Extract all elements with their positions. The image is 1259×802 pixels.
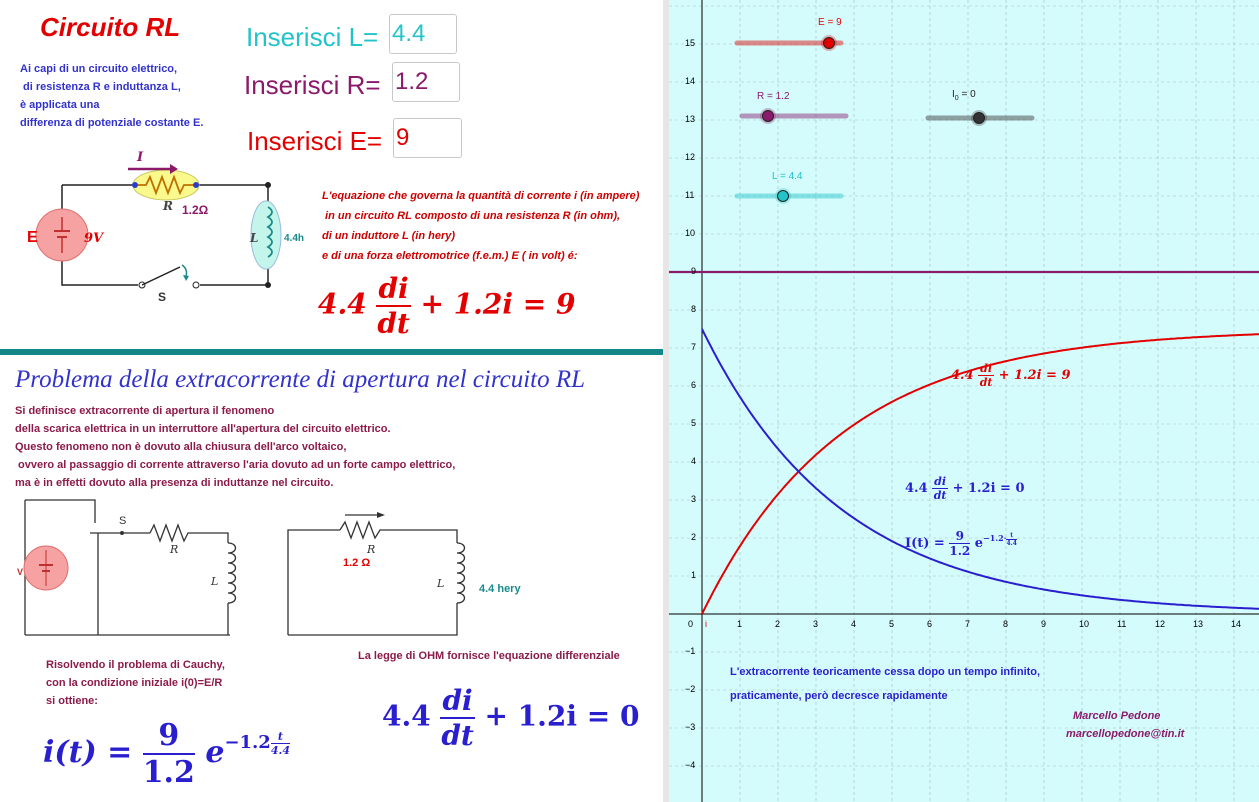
problem-text <box>15 402 455 492</box>
discharge-equation <box>382 684 639 752</box>
scl-num: 9 <box>949 529 970 544</box>
y-tick-label: 2 <box>691 532 697 542</box>
rcl-coef: 4.4 <box>951 368 974 383</box>
resistor-label-3: R <box>367 543 376 556</box>
rcl-rest: + 1.2i = 9 <box>998 368 1071 383</box>
rcl-frac <box>978 362 994 389</box>
i0-rest: = 0 <box>958 89 976 100</box>
eq-fraction <box>376 272 410 340</box>
inductor-label-3: L <box>437 577 445 590</box>
slider-L-handle[interactable] <box>778 191 789 202</box>
sol-base: e <box>205 735 225 770</box>
resistor-value: 1.2Ω <box>182 203 209 217</box>
scl-exp-num: t <box>1006 532 1016 540</box>
slider-R-label: R = 1.2 <box>757 91 790 102</box>
scl-exp-frac <box>1006 532 1016 547</box>
x-tick-label: 14 <box>1231 619 1242 629</box>
page-title: Circuito RL <box>40 12 181 42</box>
problem-line: della scarica elettrica in un interruttore all'apertura del circuito elettrico. <box>15 423 391 435</box>
scl-lhs: I(t) = <box>905 536 945 551</box>
bcl-num: di <box>934 475 947 488</box>
blue-curve-label <box>905 475 1025 502</box>
desc-line: e di una forza elettromotrice (f.e.m.) E ( in volt) é: <box>322 250 578 262</box>
slider-E-label: E = 9 <box>818 17 842 28</box>
scl-den: 1.2 <box>949 544 971 558</box>
eq2-fraction <box>440 684 474 752</box>
sol-lhs: i(t) = <box>43 735 133 770</box>
author-email: marcellopedone@tin.it <box>1066 728 1185 740</box>
x-tick-label: 4 <box>851 619 857 629</box>
input-L-field[interactable] <box>389 14 457 54</box>
bcl-rest: + 1.2i = 0 <box>952 481 1025 496</box>
rcl-num: di <box>980 362 993 375</box>
y-tick-label: 11 <box>685 190 695 200</box>
intro-line: è applicata una <box>20 99 100 111</box>
y-tick-label: 5 <box>691 418 697 428</box>
note-line: L'extracorrente teoricamente cessa dopo un tempo infinito, <box>730 666 1041 678</box>
input-E-label: Inserisci E= <box>247 126 383 156</box>
eq2-den: dt <box>441 719 474 752</box>
opening-circuit-diagram <box>10 495 265 645</box>
sol-exp <box>224 729 290 757</box>
y-tick-label: 8 <box>691 304 697 314</box>
y-tick-label: 7 <box>691 342 697 352</box>
bcl-den: dt <box>933 489 947 502</box>
eq2-coef: 4.4 <box>382 699 431 733</box>
source-label: E <box>27 229 38 246</box>
eq-den: dt <box>377 307 410 340</box>
x-tick-label: 5 <box>889 619 895 629</box>
x-tick-label: 1 <box>737 619 743 629</box>
voltage-source <box>36 209 88 261</box>
sol-fraction <box>143 718 195 790</box>
equation-description <box>322 186 639 266</box>
x-tick-label: 10 <box>1079 619 1090 629</box>
x-tick-label: 2 <box>775 619 781 629</box>
red-curve-label <box>951 362 1071 389</box>
scl-exp-coef: −1.2· <box>983 533 1007 543</box>
cauchy-line: Risolvendo il problema di Cauchy, <box>46 659 225 671</box>
i0-sub: 0 <box>954 95 959 102</box>
x-tick-label: 3 <box>813 619 819 629</box>
sol-exp-num: t <box>271 730 290 744</box>
solution-curve-label <box>905 529 1017 558</box>
desc-line: di un induttore L (in hery) <box>322 230 456 242</box>
x-tick-label: 9 <box>1041 619 1047 629</box>
source-label-2: V <box>17 567 24 577</box>
graph-note <box>730 660 1040 708</box>
sol-exp-coef: −1.2 <box>224 732 271 753</box>
problem-line: Si definisce extracorrente di apertura il fenomeno <box>15 405 275 417</box>
x-tick-label: 0 <box>688 619 694 629</box>
sol-den: 1.2 <box>142 755 195 790</box>
inductor-label-2: L <box>211 575 219 588</box>
y-tick-label: −3 <box>685 722 696 732</box>
x-tick-label: 8 <box>1003 619 1009 629</box>
inductor-label: L <box>250 231 259 245</box>
y-tick-label: 14 <box>685 76 696 86</box>
origin-label: i <box>705 619 707 629</box>
resistor-label: R <box>163 199 173 213</box>
y-tick-label: −2 <box>685 684 696 694</box>
eq-num: di <box>378 272 409 305</box>
slider-I0-handle[interactable] <box>974 113 985 124</box>
scl-exp-den: 4.4 <box>1006 539 1017 547</box>
sol-num: 9 <box>143 718 195 755</box>
input-E-field[interactable] <box>393 118 462 158</box>
solution-formula <box>43 718 290 790</box>
intro-line: Ai capi di un circuito elettrico, <box>20 63 178 75</box>
desc-line: in un circuito RL composto di una resistenza R (in ohm), <box>322 210 621 222</box>
section-divider <box>0 349 663 355</box>
problem-line: ma è in effetti dovuto alla presenza di induttanze nel circuito. <box>15 477 334 489</box>
rl-circuit-diagram <box>20 145 310 310</box>
switch-label: S <box>158 290 167 304</box>
scl-base: e <box>974 536 984 551</box>
input-R-label: Inserisci R= <box>244 70 381 100</box>
y-tick-label: −1 <box>685 646 696 656</box>
author-name: Marcello Pedone <box>1073 710 1161 722</box>
y-tick-label: 6 <box>691 380 697 390</box>
switch-label-2: S <box>119 515 127 527</box>
current-label: I <box>137 150 144 165</box>
sol-exp-den: 4.4 <box>270 743 290 757</box>
desc-line: L'equazione che governa la quantità di corrente i (in ampere) <box>322 190 640 202</box>
slider-E-handle[interactable] <box>824 38 835 49</box>
y-tick-label: −4 <box>685 760 696 770</box>
resistor-label-2: R <box>170 543 179 556</box>
inductor-value-3: 4.4 hery <box>479 583 521 595</box>
slider-I0-label <box>952 89 976 102</box>
eq-rest: + 1.2i = 9 <box>420 287 576 321</box>
discharge-circuit-diagram <box>285 505 475 645</box>
rcl-den: dt <box>979 376 993 389</box>
y-tick-label: 10 <box>685 228 696 238</box>
slider-L-label: L = 4.4 <box>772 171 803 182</box>
charge-equation <box>318 272 575 340</box>
x-tick-label: 6 <box>927 619 933 629</box>
problem-line: ovvero al passaggio di corrente attraverso l'aria dovuto ad un forte campo elettrico, <box>15 459 456 471</box>
problem-title: Problema della extracorrente di apertura nel circuito RL <box>15 366 586 393</box>
x-tick-label: 7 <box>965 619 971 629</box>
scl-frac <box>949 529 970 558</box>
y-tick-label: 13 <box>685 114 696 124</box>
switch-symbol <box>142 267 180 285</box>
intro-line: differenza di potenziale costante E. <box>20 117 204 129</box>
intro-text <box>20 60 203 132</box>
problem-line: Questo fenomeno non è dovuto alla chiusura dell'arco voltaico, <box>15 441 347 453</box>
y-tick-label: 3 <box>691 494 697 504</box>
y-tick-label: 12 <box>685 152 696 162</box>
bcl-frac <box>932 475 948 502</box>
i0-main: I <box>952 89 955 100</box>
cauchy-line: con la condizione iniziale i(0)=E/R <box>46 677 223 689</box>
x-tick-label: 13 <box>1193 619 1204 629</box>
y-tick-label: 9 <box>691 266 697 276</box>
eq2-rest: + 1.2i = 0 <box>484 699 640 733</box>
x-tick-label: 11 <box>1117 619 1127 629</box>
cauchy-text <box>46 656 225 710</box>
note-line: praticamente, però decresce rapidamente <box>730 690 948 702</box>
ohm-text: La legge di OHM fornisce l'equazione differenziale <box>358 650 620 662</box>
x-tick-label: 12 <box>1155 619 1166 629</box>
intro-line: di resistenza R e induttanza L, <box>20 81 181 93</box>
input-L-label: Inserisci L= <box>246 22 379 52</box>
slider-R-handle[interactable] <box>763 111 774 122</box>
source-value: 9V <box>84 231 104 246</box>
cauchy-line: si ottiene: <box>46 695 98 707</box>
inductor-value: 4.4h <box>284 233 305 244</box>
resistor-value-3: 1.2 Ω <box>343 557 371 569</box>
y-tick-label: 1 <box>691 570 697 580</box>
bcl-coef: 4.4 <box>905 481 928 496</box>
input-R-field[interactable] <box>392 62 460 102</box>
sol-exp-frac <box>271 730 290 757</box>
graphics-view[interactable] <box>669 0 1259 802</box>
y-tick-label: 4 <box>691 456 697 466</box>
eq2-num: di <box>442 684 473 717</box>
eq-coef: 4.4 <box>318 287 367 321</box>
y-tick-label: 15 <box>685 38 696 48</box>
scl-exp <box>983 531 1017 547</box>
